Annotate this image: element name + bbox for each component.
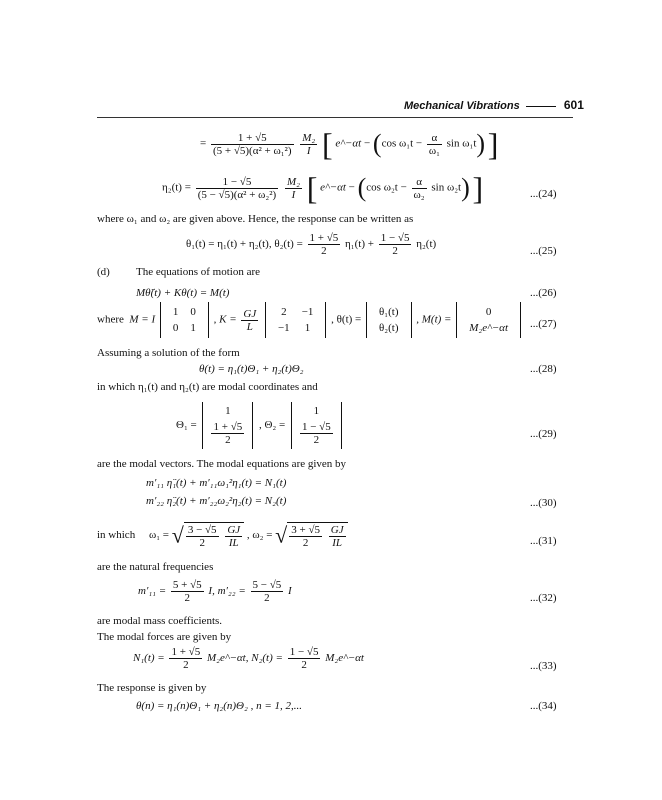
equation-26: Mθ̈(t) + Kθ(t) = M(t) xyxy=(136,287,230,299)
equation-27: where M = I 1 0 0 1 , K = $\frac{GJ}{L}$ 2 −1 −1 1 , θ(t) = θ₁(t) θ₂(t) , M(t) = 0 M₂e^−αt xyxy=(97,302,523,338)
equation-30a: m′₁₁ η̈₁(t) + m′₁₁ω₁²η₁(t) = N₁(t) xyxy=(146,477,287,489)
equation-31: in which ω₁ = √ $\frac{3 - √5}{2}$ $\frac{GJ}{IL}$ , ω₂ = √ $\frac{3 + √5}{2}$ $\frac{GJ}{IL}$ xyxy=(97,522,348,549)
part-d-text: The equations of motion are xyxy=(136,266,261,278)
header-title: Mechanical Vibrations xyxy=(404,100,520,112)
equation-28: θ(t) = η₁(t)Θ₁ + η₂(t)Θ₂ xyxy=(199,363,304,375)
equation-number-28: ...(28) xyxy=(530,363,557,375)
equation-25: θ₁(t) = η₁(t) + η₂(t), θ₂(t) = $\frac{1 + √5}{2}$ η₁(t) + $\frac{1 - √5}{2}$ η₂(t) xyxy=(186,232,437,257)
equation-number-31: ...(31) xyxy=(530,535,557,547)
paragraph-assuming: Assuming a solution of the form xyxy=(97,347,240,359)
equation-number-24: ...(24) xyxy=(530,188,557,200)
equation-number-26: ...(26) xyxy=(530,287,557,299)
vector-theta: θ₁(t) θ₂(t) xyxy=(366,302,412,338)
equation-number-25: ...(25) xyxy=(530,245,557,257)
part-d-label: (d) xyxy=(97,266,110,278)
equation-32: m′₁₁ = $\frac{5 + √5}{2}$ I, m′₂₂ = $\frac{5 - √5}{2}$ I xyxy=(138,579,292,604)
equation-number-29: ...(29) xyxy=(530,428,557,440)
equation-number-33: ...(33) xyxy=(530,660,557,672)
equation-number-27: ...(27) xyxy=(530,318,557,330)
header-rule xyxy=(526,106,556,107)
equation-number-34: ...(34) xyxy=(530,700,557,712)
equation-34: θ(n) = η₁(n)Θ₁ + η₂(n)Θ₂ , n = 1, 2,... xyxy=(136,700,302,712)
vector-mt: 0 M₂e^−αt xyxy=(456,302,521,338)
page-number: 601 xyxy=(563,98,584,112)
modal-vector-2: 1 $\frac{1 - √5}{2}$ xyxy=(291,402,342,449)
paragraph-response-given: The response is given by xyxy=(97,682,207,694)
paragraph-response: where ω₁ and ω₂ are given above. Hence, the response can be written as xyxy=(97,213,414,225)
running-header xyxy=(404,98,584,112)
paragraph-modal-mass: are modal mass coefficients. xyxy=(97,615,223,627)
modal-vector-1: 1 $\frac{1 + √5}{2}$ xyxy=(202,402,253,449)
matrix-k: 2 −1 −1 1 xyxy=(265,302,326,338)
paragraph-modal-coordinates: in which η₁(t) and η₂(t) are modal coordinates and xyxy=(97,381,318,393)
equation-29: Θ₁ = 1 $\frac{1 + √5}{2}$ , Θ₂ = 1 $\frac{1 - √5}{2}$ xyxy=(176,402,345,449)
equation-24a: = $\frac{1 + √5}{\text{(5 + √5)(α² + ω₁²)}}$ $\frac{\text{M₂}}{I}$ [ e^−αt − (cos ω₁t − $\frac{\alpha}{\text{ω₁}}$ sin ω₁t) ] xyxy=(200,126,499,162)
paragraph-modal-forces: The modal forces are given by xyxy=(97,631,232,643)
equation-number-30: ...(30) xyxy=(530,497,557,509)
equation-number-32: ...(32) xyxy=(530,592,557,604)
matrix-m: 1 0 0 1 xyxy=(160,302,209,338)
paragraph-natural-frequencies: are the natural frequencies xyxy=(97,561,214,573)
equation-30b: m′₂₂ η̈₂(t) + m′₂₂ω₂²η₂(t) = N₂(t) xyxy=(146,495,287,507)
header-divider xyxy=(97,117,573,118)
equation-33: N₁(t) = $\frac{1 + √5}{2}$ M₂e^−αt, N₂(t) = $\frac{1 - √5}{2}$ M₂e^−αt xyxy=(133,646,364,671)
equation-24b: η₂(t) = $\frac{1 - √5}{\text{(5 − √5)(α² + ω₂²)}}$ $\frac{\text{M₂}}{I}$ [ e^−αt − (cos ω₂t − $\frac{\alpha}{\text{ω₂}}$ sin ω₂t) ] xyxy=(162,170,484,206)
paragraph-modal-vectors: are the modal vectors. The modal equations are given by xyxy=(97,458,347,470)
